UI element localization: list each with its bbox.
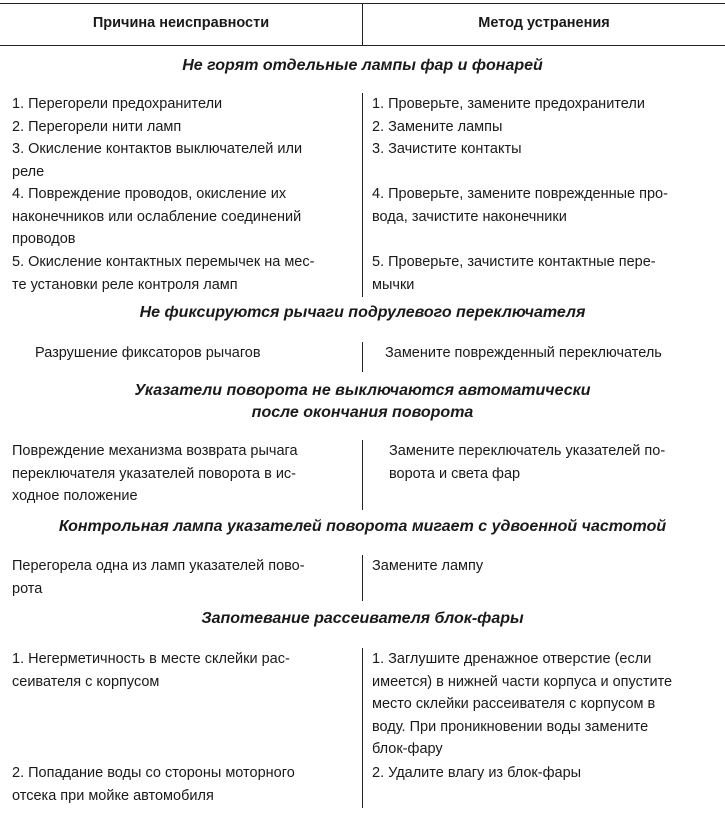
remedy-cell: 2. Удалите влагу из блок-фары [372, 765, 582, 781]
cause-cell: 3. Окисление контактов выключателей или реле [12, 141, 303, 180]
remedy-cell: 2. Замените лампы [372, 119, 503, 135]
header-remedy: Метод устранения [478, 15, 610, 31]
section-title: Не фиксируются рычаги подрулевого переключателя [139, 304, 586, 321]
cause-cell: 4. Повреждение проводов, окисление их наконечников или ослабление соединений проводов [12, 186, 302, 247]
column-divider [362, 93, 363, 297]
cause-cell: 2. Перегорели нити ламп [12, 119, 182, 135]
remedy-cell: 3. Зачистите контакты [372, 141, 522, 157]
section-title: Не горят отдельные лампы фар и фонарей [182, 57, 543, 74]
cause-cell: 1. Негерметичность в месте склейки рас- сеивателя с корпусом [12, 651, 290, 690]
header-bottom-rule [0, 45, 725, 46]
cause-cell: Разрушение фиксаторов рычагов [35, 345, 261, 361]
column-divider [362, 555, 363, 601]
section-title: Запотевание рассеивателя блок-фары [201, 610, 524, 627]
cause-cell: 5. Окисление контактных перемычек на мес- те установки реле контроля ламп [12, 254, 315, 293]
header-cause: Причина неисправности [92, 15, 270, 31]
remedy-cell: Замените поврежденный переключатель [385, 345, 662, 361]
remedy-cell: 1. Заглушите дренажное отверстие (если имеется) в нижней части корпуса и опустите место склейки рассеивателя с корпусом в воду. При проникновении воды замените блок-фару [372, 651, 673, 757]
cause-cell: Повреждение механизма возврата рычага переключателя указателей поворота в ис- ходное положение [12, 443, 298, 504]
cause-cell: 2. Попадание воды со стороны моторного отсека при мойке автомобиля [12, 765, 295, 804]
cause-cell: 1. Перегорели предохранители [12, 96, 223, 112]
remedy-cell: Замените переключатель указателей по- ворота и света фар [389, 443, 666, 482]
column-divider [362, 342, 363, 372]
column-divider [362, 648, 363, 808]
remedy-cell: 1. Проверьте, замените предохранители [372, 96, 645, 112]
remedy-cell: Замените лампу [372, 558, 484, 574]
cause-cell: Перегорела одна из ламп указателей пово- рота [12, 558, 305, 597]
section-title: Контрольная лампа указателей поворота мигает с удвоенной частотой [58, 518, 667, 535]
remedy-cell: 5. Проверьте, зачистите контактные пере- мычки [372, 254, 656, 293]
column-divider [362, 440, 363, 510]
remedy-cell: 4. Проверьте, замените поврежденные про- вода, зачистите наконечники [372, 186, 668, 225]
section-title: Указатели поворота не выключаются автоматически после окончания поворота [134, 382, 591, 421]
